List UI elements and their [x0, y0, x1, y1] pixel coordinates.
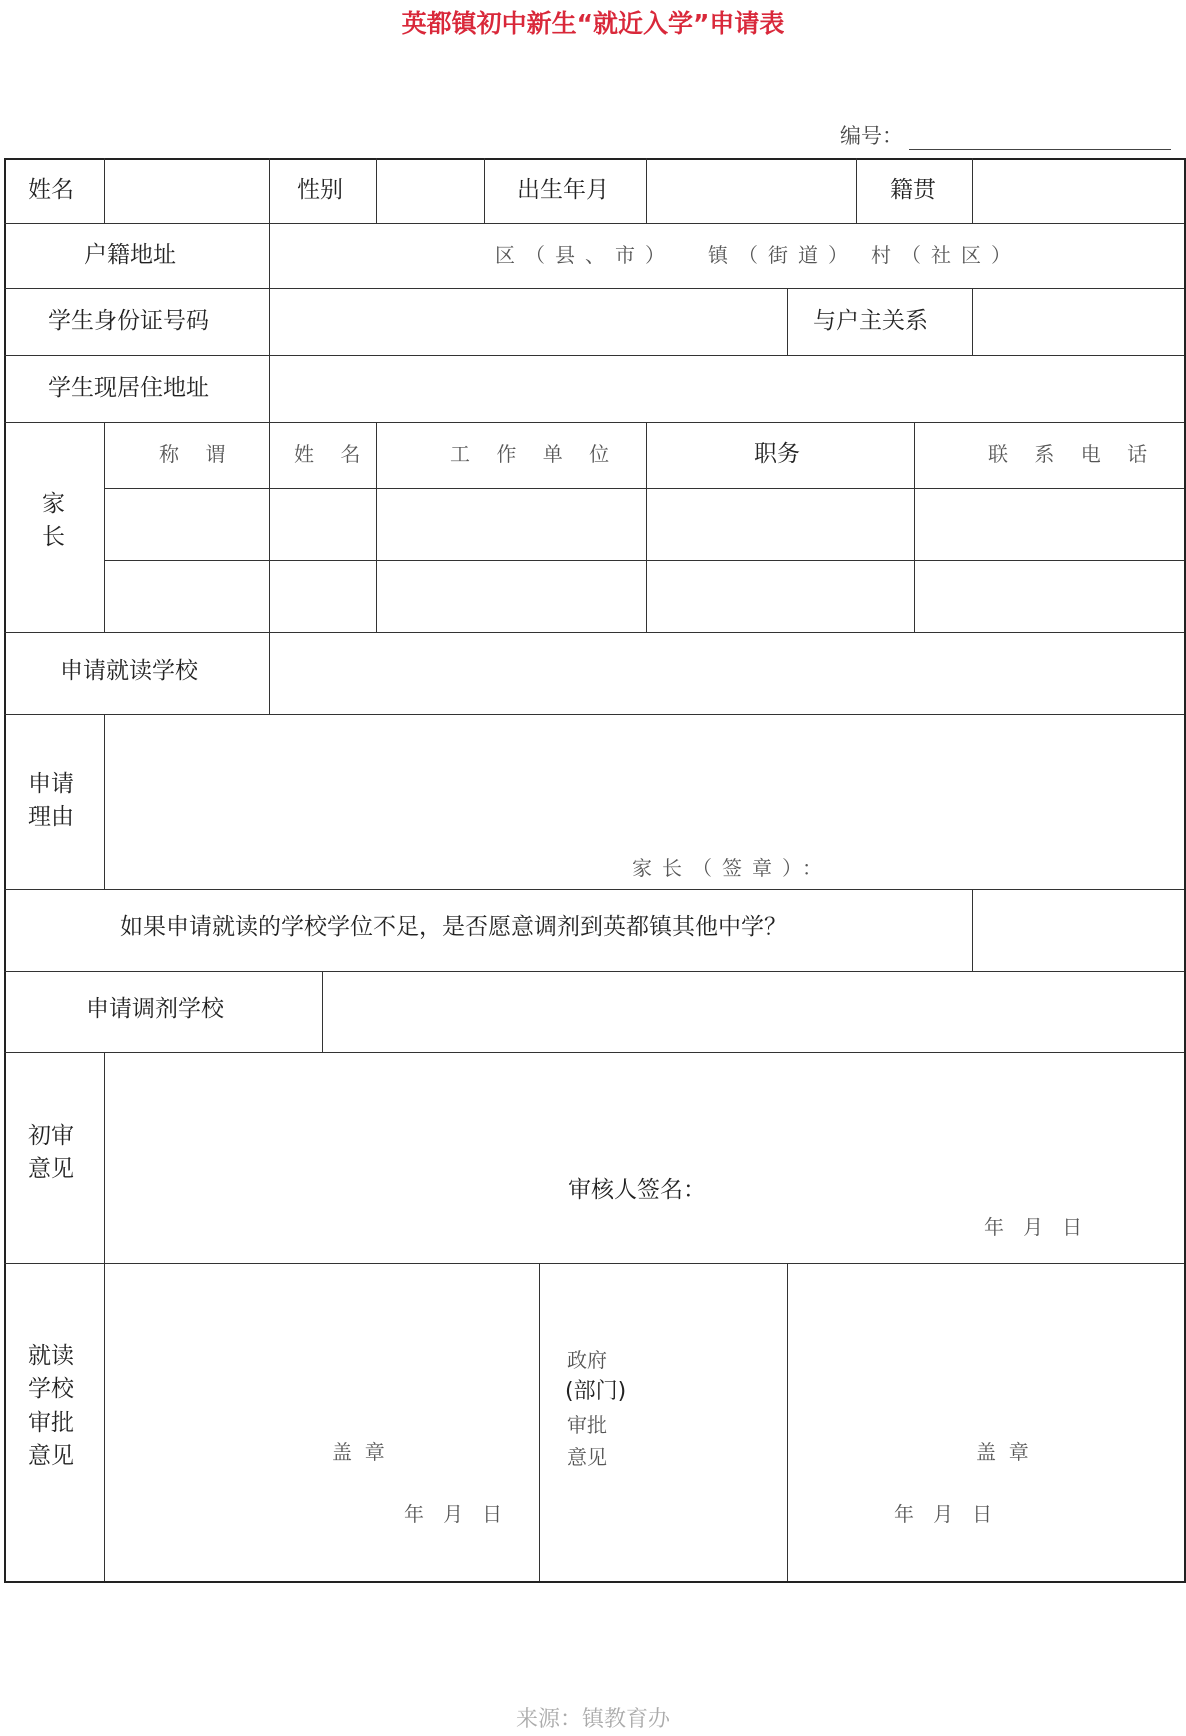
relation-label: 与户主关系: [813, 308, 928, 334]
application-form-table: [4, 158, 1186, 1583]
parents-section-label: 家 长: [42, 491, 65, 551]
id-number-label: 学生身份证号码: [48, 308, 209, 334]
household-village: 村（社区）: [871, 243, 1021, 267]
parents-col-name: 姓 名: [294, 442, 371, 466]
initial-review-label: 初审 意见: [28, 1123, 74, 1183]
school-date-label: 年 月 日: [404, 1502, 503, 1526]
col-divider: [104, 714, 105, 889]
gov-label-line4: 意见: [567, 1445, 607, 1469]
col-divider: [376, 422, 377, 632]
serial-label: 编号：: [840, 124, 903, 148]
row-divider: [4, 1052, 1184, 1053]
col-divider: [914, 422, 915, 632]
school-approval-label: 就读 学校 审批 意见: [28, 1343, 74, 1470]
name-label: 姓名: [28, 177, 74, 203]
col-divider: [856, 158, 857, 223]
gov-label-line2: (部门): [565, 1379, 627, 1404]
reviewer-signature-label: 审核人签名：: [568, 1177, 706, 1203]
household-district: 区（县、市）: [495, 243, 675, 267]
col-divider: [787, 1263, 788, 1581]
household-town: 镇（街道）: [708, 243, 858, 267]
reason-label: 申请 理由: [28, 771, 74, 831]
row-divider: [4, 1263, 1184, 1264]
parents-col-phone: 联 系 电 话: [988, 442, 1158, 466]
gender-label: 性别: [297, 177, 343, 203]
gov-date-label: 年 月 日: [894, 1502, 993, 1526]
parents-col-employer: 工 作 单 位: [450, 442, 620, 466]
row-divider: [104, 488, 1184, 489]
row-divider: [104, 560, 1184, 561]
origin-label: 籍贯: [890, 177, 936, 203]
gov-seal-label: 盖 章: [976, 1440, 1029, 1464]
col-divider: [484, 158, 485, 223]
source-footer: 来源：镇教育办: [515, 1707, 670, 1732]
col-divider: [972, 158, 973, 223]
row-divider: [4, 422, 1184, 423]
apply-school-label: 申请就读学校: [60, 658, 198, 684]
col-divider: [376, 158, 377, 223]
serial-number: [840, 120, 1171, 150]
form-title: 英都镇初中新生“就近入学”申请表: [401, 9, 785, 38]
col-divider: [104, 1052, 105, 1581]
row-divider: [4, 889, 1184, 890]
col-divider: [104, 158, 105, 223]
transfer-question: 如果申请就读的学校学位不足，是否愿意调剂到英都镇其他中学？: [120, 914, 787, 940]
parents-col-position: 职务: [754, 441, 800, 467]
transfer-school-label: 申请调剂学校: [86, 996, 224, 1022]
col-divider: [104, 422, 105, 632]
row-divider: [4, 223, 1184, 224]
row-divider: [4, 714, 1184, 715]
gov-label-line1: 政府: [567, 1348, 607, 1372]
household-address-label: 户籍地址: [84, 242, 176, 268]
birth-label: 出生年月: [517, 177, 609, 203]
col-divider: [269, 223, 270, 714]
gov-label-line3: 审批: [567, 1413, 607, 1437]
col-divider: [646, 422, 647, 632]
row-divider: [4, 971, 1184, 972]
col-divider: [539, 1263, 540, 1581]
serial-input-line[interactable]: [909, 129, 1171, 150]
col-divider: [972, 288, 973, 355]
current-address-label: 学生现居住地址: [48, 375, 209, 401]
school-seal-label: 盖 章: [332, 1440, 385, 1464]
row-divider: [4, 355, 1184, 356]
parents-col-title: 称 谓: [159, 442, 236, 466]
col-divider: [269, 158, 270, 223]
col-divider: [646, 158, 647, 223]
review-date-label: 年 月 日: [984, 1215, 1083, 1239]
col-divider: [322, 971, 323, 1052]
col-divider: [972, 889, 973, 971]
col-divider: [787, 288, 788, 355]
row-divider: [4, 632, 1184, 633]
row-divider: [4, 288, 1184, 289]
parent-signature-label: 家长（签章）：: [632, 856, 832, 880]
